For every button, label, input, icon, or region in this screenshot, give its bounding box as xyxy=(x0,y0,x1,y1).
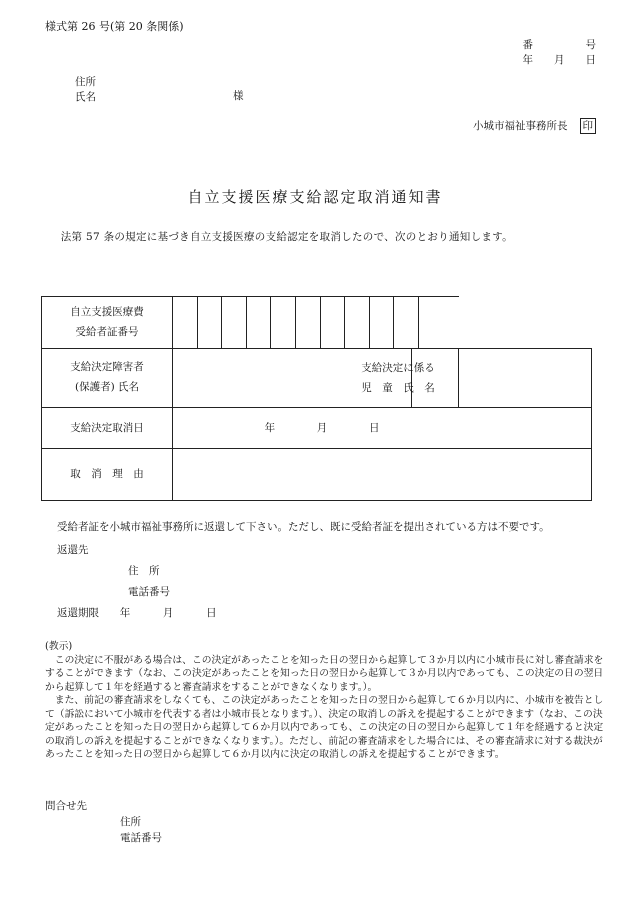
return-address-label: 住 所 xyxy=(128,565,160,577)
issuer-block xyxy=(473,118,596,134)
return-block xyxy=(57,540,217,624)
instruction-heading: (教示) xyxy=(45,641,73,652)
certificate-digit-box[interactable] xyxy=(296,297,321,348)
recipient-label-line-2: (保護者) 氏名 xyxy=(74,381,140,393)
certificate-digit-box[interactable] xyxy=(370,297,395,348)
instruction-block xyxy=(45,640,605,762)
cancel-date-month: 月 xyxy=(316,421,328,434)
cancel-date-label: 支給決定取消日 xyxy=(42,408,173,449)
document-title: 自立支援医療支給認定取消通知書 xyxy=(187,188,443,206)
instruction-paragraph-1: この決定に不服がある場合は、この決定があったことを知った日の翌日から起算して３か月以内に小城市長に対し審査請求をすることができます（なお、この決定があったことを知った日の翌日から起算して３か月以内であっても、この決定の日の翌日から起算して１年を経過すると審査請求をすることができなくなります。）。 xyxy=(45,654,604,693)
certificate-digit-box[interactable] xyxy=(222,297,247,348)
certificate-digit-box[interactable] xyxy=(173,297,198,348)
return-destination-label: 返還先 xyxy=(57,544,89,556)
return-deadline-day: 日 xyxy=(206,607,217,619)
certificate-digit-box[interactable] xyxy=(321,297,346,348)
reason-label: 取 消 理 由 xyxy=(42,449,173,501)
return-phone-label: 電話番号 xyxy=(128,586,170,598)
details-table xyxy=(41,296,592,501)
cancel-date-row xyxy=(42,408,592,449)
return-deadline-month: 月 xyxy=(162,607,174,619)
addressee-block xyxy=(75,75,244,105)
child-name-field[interactable] xyxy=(459,349,592,408)
certificate-label-line-1: 自立支援医療費 xyxy=(70,305,144,318)
child-label-line-1: 支給決定に係る xyxy=(361,362,435,374)
return-deadline-line xyxy=(57,603,217,624)
contact-phone-label: 電話番号 xyxy=(120,831,162,844)
return-note: 受給者証を小城市福祉事務所に返還して下さい。ただし、既に受給者証を提出されている方は不要です。 xyxy=(57,521,550,533)
return-deadline-label: 返還期限 xyxy=(57,607,99,619)
certificate-number-boxes[interactable] xyxy=(173,297,459,349)
addressee-address-label: 住所 xyxy=(75,76,96,88)
recipient-label-line-1: 支給決定障害者 xyxy=(70,361,144,374)
certificate-label-line-2: 受給者証番号 xyxy=(75,325,139,338)
document-date-line: 年 月 日 xyxy=(522,54,596,67)
contact-block xyxy=(45,799,162,846)
issuer-name: 小城市福祉事務所長 xyxy=(473,119,568,132)
child-label xyxy=(338,359,458,399)
reason-field[interactable] xyxy=(173,449,592,501)
certificate-digit-box[interactable] xyxy=(345,297,370,348)
reason-row xyxy=(42,449,592,501)
certificate-digit-box[interactable] xyxy=(198,297,223,348)
certificate-number-row xyxy=(42,297,592,349)
intro-text: 法第 57 条の規定に基づき自立支援医療の支給認定を取消したので、次のとおり通知します。 xyxy=(60,231,513,243)
digit-box-row xyxy=(173,297,459,348)
instruction-paragraph-2: また、前記の審査請求をしなくても、この決定があったことを知った日の翌日から起算して６か月以内に、小城市を被告として（訴訟において小城市を代表する者は小城市長となります。）、決定の取消しの訴えを提起することができます（なお、この決定があったことを知った日の翌日から起算して６か月以内であっても、この決定の日の翌日から起算して１年を経過すると決定の取消しの訴えを提起することができなくなります。）。ただし、前記の審査請求をした場合には、その審査請求に対する裁決があったことを知った日の翌日から起算して６か月以内に決定の取消しの訴えを提起することができます。 xyxy=(45,695,604,761)
addressee-honorific: 様 xyxy=(233,90,244,102)
certificate-number-label xyxy=(42,297,173,349)
form-number: 様式第 26 号(第 20 条関係) xyxy=(45,20,184,33)
return-deadline-year: 年 xyxy=(119,607,131,619)
seal-mark: 印 xyxy=(580,118,597,134)
document-number-line: 番 号 xyxy=(522,39,596,51)
child-label-line-2: 児 童 氏 名 xyxy=(361,381,435,394)
blank-cell xyxy=(459,297,592,349)
contact-address-label: 住所 xyxy=(120,815,141,828)
cancel-date-year: 年 xyxy=(264,421,276,434)
certificate-digit-box[interactable] xyxy=(271,297,296,348)
number-date-block xyxy=(523,38,597,68)
certificate-digit-box[interactable] xyxy=(394,297,419,348)
certificate-digit-box[interactable] xyxy=(247,297,272,348)
recipient-row xyxy=(42,349,592,408)
cancel-date-day: 日 xyxy=(368,421,380,434)
recipient-label xyxy=(42,349,173,408)
cancel-date-field[interactable] xyxy=(173,408,592,449)
addressee-name-label: 氏名 xyxy=(75,91,96,104)
contact-label: 問合せ先 xyxy=(45,800,87,812)
